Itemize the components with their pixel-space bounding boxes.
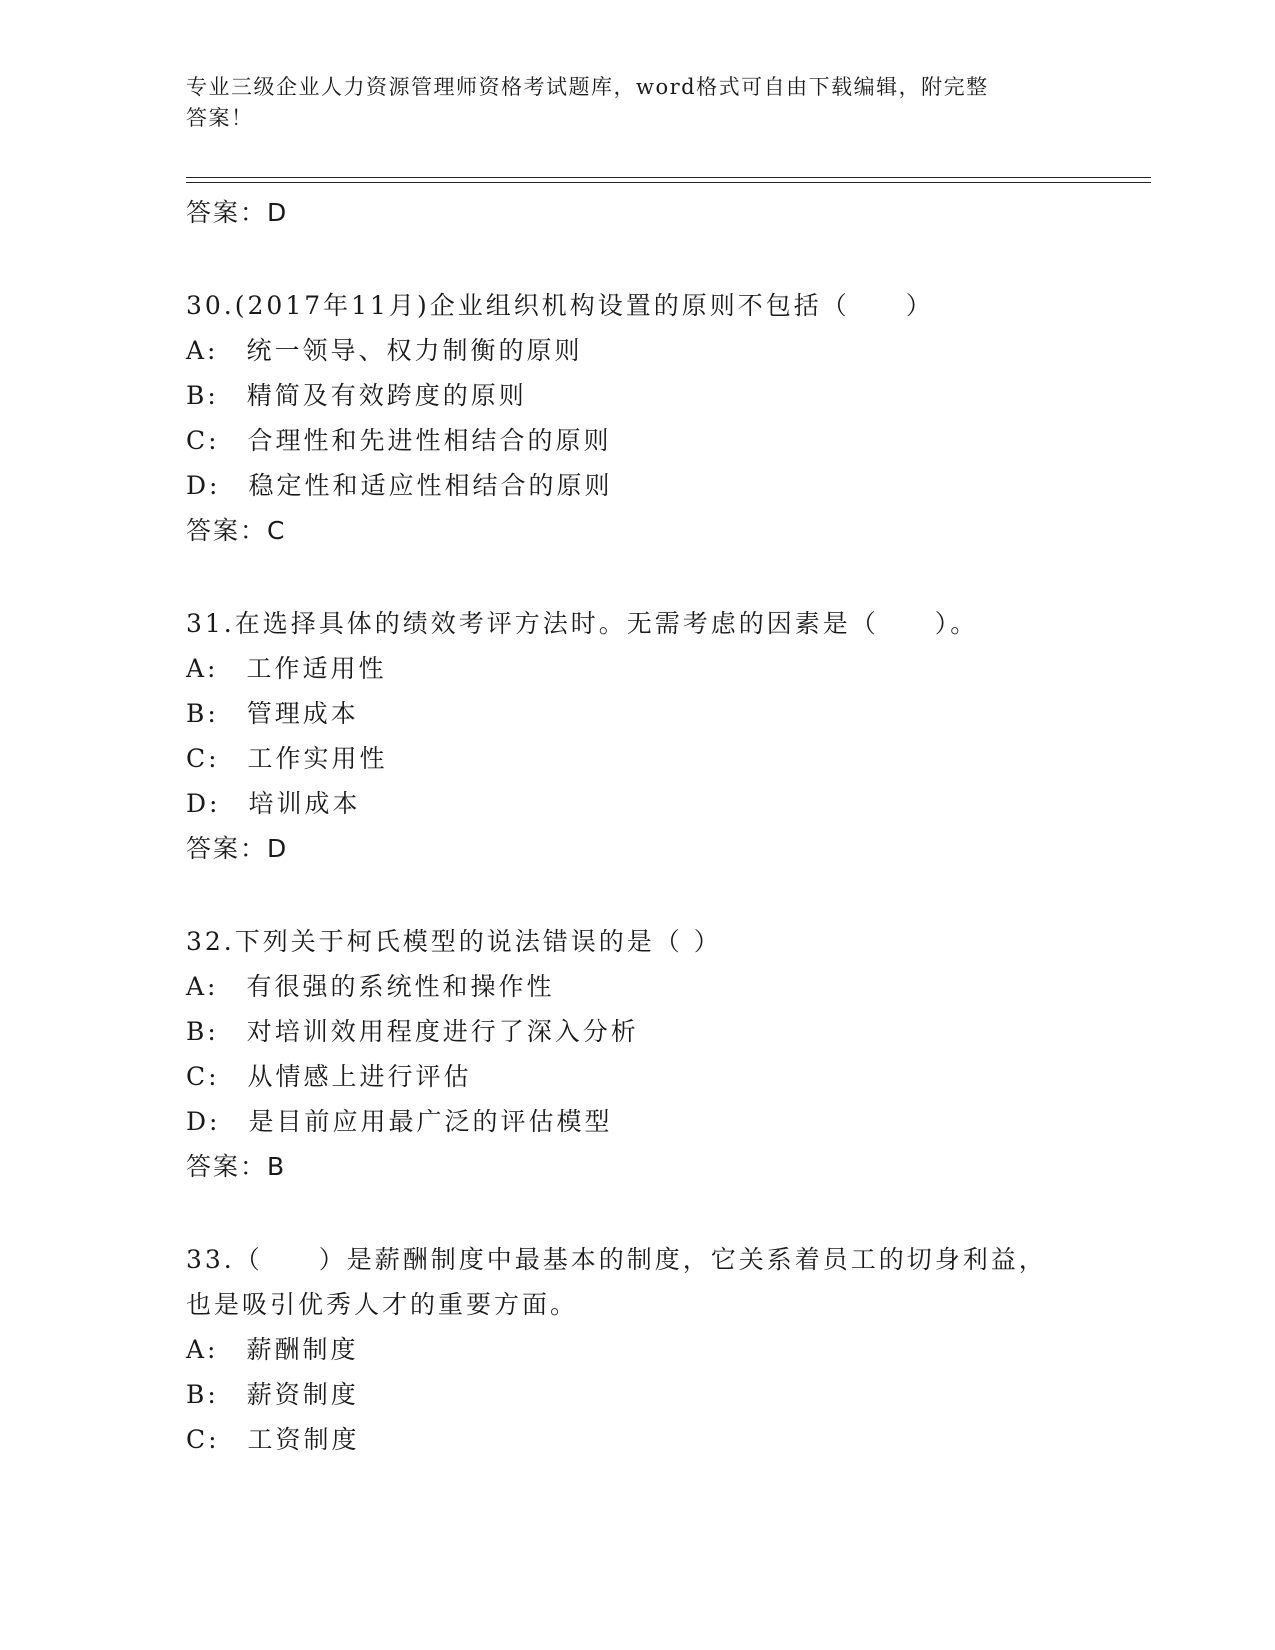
option-a: A: 有很强的系统性和操作性 [186,972,555,1001]
answer: 答案：D [186,834,289,863]
answer: 答案：C [186,516,287,545]
option-b: B: 管理成本 [186,699,359,728]
option-a: A: 工作适用性 [186,654,387,683]
option-d: D: 是目前应用最广泛的评估模型 [186,1107,613,1136]
question-30 [186,283,1086,553]
header-rule-bottom [186,182,1151,183]
question-stem: 31.在选择具体的绩效考评方法时。无需考虑的因素是（ ）。 [186,609,979,638]
option-d: D: 培训成本 [186,789,361,818]
option-c: C: 从情感上进行评估 [186,1062,472,1091]
header-line-2: 答案！ [186,106,254,130]
option-b: B: 薪资制度 [186,1380,359,1409]
answer: 答案：B [186,1152,287,1181]
question-32 [186,919,1086,1189]
option-c: C: 工资制度 [186,1425,360,1454]
answer-prev: 答案：D [186,198,289,227]
question-stem: 30.(2017年11月)企业组织机构设置的原则不包括（ ） [186,291,934,320]
header-line-1: 专业三级企业人力资源管理师资格考试题库，word格式可自由下载编辑，附完整 [186,75,989,99]
question-list [186,190,1086,1462]
option-a: A: 薪酬制度 [186,1335,359,1364]
option-b: B: 精简及有效跨度的原则 [186,381,527,410]
option-d: D: 稳定性和适应性相结合的原则 [186,471,613,500]
question-stem-line-2: 也是吸引优秀人才的重要方面。 [186,1290,579,1319]
option-c: C: 合理性和先进性相结合的原则 [186,426,612,455]
option-b: B: 对培训效用程度进行了深入分析 [186,1017,639,1046]
option-c: C: 工作实用性 [186,744,388,773]
question-stem: 32.下列关于柯氏模型的说法错误的是（ ） [186,927,722,956]
header-rule-top [186,177,1151,178]
question-33 [186,1237,1086,1462]
document-header [186,72,1066,134]
option-a: A: 统一领导、权力制衡的原则 [186,336,583,365]
question-stem-line-1: 33.（ ）是薪酬制度中最基本的制度，它关系着员工的切身利益， [186,1245,1047,1274]
question-31 [186,601,1086,871]
